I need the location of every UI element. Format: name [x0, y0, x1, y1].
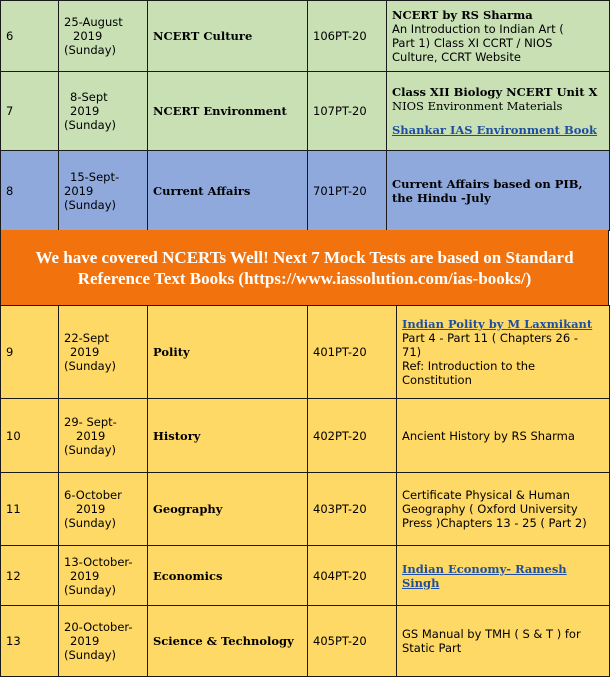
date-line: (Sunday) [64, 197, 117, 212]
test-number: 6 [1, 1, 59, 72]
test-subject: NCERT Culture [148, 1, 308, 72]
date-line: (Sunday) [64, 43, 117, 57]
test-subject: Economics [148, 546, 308, 606]
date-line: 2019 [70, 345, 100, 359]
date-line: 15-Sept- [70, 169, 120, 184]
laxmikant-polity-link[interactable]: Indian Polity by M Laxmikant [402, 317, 593, 331]
test-code: 404PT-20 [308, 546, 397, 606]
ramesh-singh-economy-link[interactable]: Indian Economy- Ramesh [402, 561, 567, 576]
test-code: 403PT-20 [308, 473, 397, 546]
test-date [59, 399, 148, 473]
reference-line: An Introduction to Indian Art ( [392, 22, 564, 36]
reference-material [397, 399, 610, 473]
test-date [59, 546, 148, 606]
test-code: 701PT-20 [308, 151, 387, 231]
announcement-banner [0, 230, 609, 305]
table-row [1, 306, 610, 399]
schedule-table-top [0, 0, 610, 231]
ramesh-singh-economy-link[interactable]: Singh [402, 575, 440, 590]
test-subject: Geography [148, 473, 308, 546]
date-line: 22-Sept [64, 331, 109, 345]
test-code: 107PT-20 [308, 72, 387, 151]
date-line: 2019 [76, 428, 106, 443]
date-line: (Sunday) [64, 359, 117, 373]
test-date [59, 1, 148, 72]
table-row [1, 399, 610, 473]
table-row [1, 473, 610, 546]
test-code: 106PT-20 [308, 1, 387, 72]
shankar-ias-link[interactable]: Shankar IAS Environment Book [392, 123, 598, 137]
reference-material [397, 306, 610, 399]
test-number: 11 [1, 473, 59, 546]
table-row [1, 1, 610, 72]
reference-line: GS Manual by TMH ( S & T ) for [402, 627, 581, 641]
date-line: (Sunday) [64, 516, 117, 530]
reference-line: Press )Chapters 13 - 25 ( Part 2) [402, 516, 587, 530]
test-number: 7 [1, 72, 59, 151]
test-number: 13 [1, 606, 59, 677]
reference-line: Class XII Biology NCERT Unit X [392, 85, 598, 99]
test-date [59, 151, 148, 231]
date-line: (Sunday) [64, 118, 117, 132]
reference-material [397, 606, 610, 677]
date-line: 25-August [64, 15, 123, 29]
date-line: 29- Sept- [64, 414, 117, 429]
reference-line: NCERT by RS Sharma [392, 8, 533, 22]
date-line: 8-Sept [70, 90, 108, 104]
date-line: 2019 [73, 29, 103, 43]
date-line: 6-October [64, 488, 122, 502]
date-line: (Sunday) [64, 442, 117, 457]
banner-line: We have covered NCERTs Well! Next 7 Mock Tests are based on Standard [35, 247, 574, 267]
reference-material [387, 1, 610, 72]
reference-material [387, 151, 610, 231]
test-code: 405PT-20 [308, 606, 397, 677]
schedule-table-bottom [0, 305, 610, 677]
reference-line: Part 4 - Part 11 ( Chapters 26 - [402, 331, 578, 345]
reference-line: Geography ( Oxford University [402, 502, 578, 516]
test-date [59, 306, 148, 399]
reference-line: Part 1) Class XI CCRT / NIOS [392, 36, 553, 50]
date-line: (Sunday) [64, 648, 117, 662]
table-row [1, 546, 610, 606]
date-line: (Sunday) [64, 582, 117, 597]
date-line: 2019 [70, 634, 100, 648]
reference-line: 71) [402, 345, 422, 359]
reference-line: Ancient History by RS Sharma [402, 428, 575, 443]
date-line: 2019 [70, 104, 100, 118]
banner-text [29, 247, 579, 289]
test-number: 8 [1, 151, 59, 231]
test-number: 10 [1, 399, 59, 473]
test-subject: Science & Technology [148, 606, 308, 677]
date-line: 2019 [64, 183, 94, 198]
test-date [59, 72, 148, 151]
reference-material [397, 473, 610, 546]
test-number: 9 [1, 306, 59, 399]
reference-line: Ref: Introduction to the [402, 359, 536, 373]
reference-line: NIOS Environment Materials [392, 99, 563, 113]
banner-line: Reference Text Books (https://www.iassolution.com/ias-books/) [77, 268, 532, 288]
table-row [1, 151, 610, 231]
test-subject: History [148, 399, 308, 473]
date-line: 20-October- [64, 620, 133, 634]
reference-line: Culture, CCRT Website [392, 50, 521, 64]
reference-material [397, 546, 610, 606]
reference-line: Static Part [402, 641, 462, 655]
reference-line: Constitution [402, 373, 472, 387]
date-line: 2019 [76, 502, 106, 516]
test-date [59, 606, 148, 677]
reference-line: Certificate Physical & Human [402, 488, 570, 502]
test-number: 12 [1, 546, 59, 606]
table-row [1, 606, 610, 677]
test-code: 401PT-20 [308, 306, 397, 399]
date-line: 2019 [70, 568, 100, 583]
reference-material [387, 72, 610, 151]
table-row [1, 72, 610, 151]
test-subject: NCERT Environment [148, 72, 308, 151]
test-code: 402PT-20 [308, 399, 397, 473]
test-subject: Current Affairs [148, 151, 308, 231]
test-date [59, 473, 148, 546]
test-subject: Polity [148, 306, 308, 399]
date-line: 13-October- [64, 554, 133, 569]
reference-line: the Hindu -July [392, 190, 491, 205]
reference-line: Current Affairs based on PIB, [392, 176, 583, 191]
